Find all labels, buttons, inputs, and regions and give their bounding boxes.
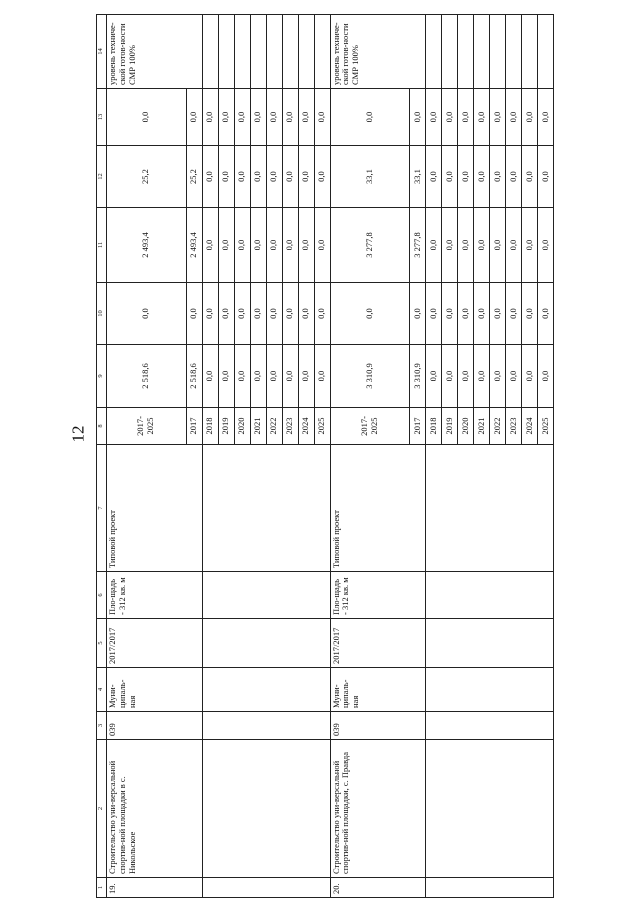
project-years: 2017/2017 <box>107 619 203 668</box>
other-cell: 0,0 <box>314 89 330 146</box>
total-cell: 0,0 <box>458 345 474 408</box>
regional-cell: 0,0 <box>522 208 538 283</box>
project-num: 20. <box>330 878 426 898</box>
regional-cell: 0,0 <box>282 208 298 283</box>
other-cell: 0,0 <box>506 89 522 146</box>
total-cell: 0,0 <box>490 345 506 408</box>
federal-cell: 0,0 <box>282 283 298 345</box>
total-cell: 0,0 <box>218 345 234 408</box>
total-cell: 0,0 <box>266 345 282 408</box>
year-cell: 2019 <box>442 408 458 445</box>
year-cell: 2020 <box>458 408 474 445</box>
local-cell: 25,2 <box>186 146 202 208</box>
other-cell: 0,0 <box>442 89 458 146</box>
project-ownership: Муни-ципаль-ная <box>330 668 426 712</box>
year-cell: 2025 <box>538 408 554 445</box>
empty-cell <box>202 668 330 712</box>
year-cell: 2023 <box>282 408 298 445</box>
total-cell: 0,0 <box>522 345 538 408</box>
regional-cell: 0,0 <box>250 208 266 283</box>
other-cell: 0,0 <box>410 89 426 146</box>
local-cell: 0,0 <box>474 146 490 208</box>
header-cell: 10 <box>97 283 107 345</box>
other-cell: 0,0 <box>186 89 202 146</box>
empty-cell <box>298 15 314 89</box>
federal-cell: 0,0 <box>538 283 554 345</box>
year-cell: 2022 <box>490 408 506 445</box>
other-cell: 0,0 <box>538 89 554 146</box>
project-years: 2017/2017 <box>330 619 426 668</box>
empty-cell <box>490 15 506 89</box>
empty-cell <box>202 15 218 89</box>
total-cell: 0,0 <box>234 345 250 408</box>
header-cell: 5 <box>97 619 107 668</box>
local-cell: 0,0 <box>314 146 330 208</box>
empty-cell <box>282 15 298 89</box>
project-num: 19. <box>107 878 203 898</box>
local-cell: 0,0 <box>490 146 506 208</box>
table-row <box>426 15 442 898</box>
local-cell: 25,2 <box>107 146 187 208</box>
empty-cell <box>218 15 234 89</box>
header-cell: 3 <box>97 712 107 740</box>
federal-cell: 0,0 <box>458 283 474 345</box>
year-cell: 2023 <box>506 408 522 445</box>
readiness-cell: уровень техниче-ской готов-ности СМР 100% <box>107 15 203 89</box>
empty-cell <box>426 572 554 619</box>
local-cell: 0,0 <box>250 146 266 208</box>
year-cell: 2018 <box>426 408 442 445</box>
empty-cell <box>458 15 474 89</box>
readiness-cell: уровень техниче-ской готов-ности СМР 100% <box>330 15 426 89</box>
year-cell: 2020 <box>234 408 250 445</box>
federal-cell: 0,0 <box>250 283 266 345</box>
table-row <box>202 15 218 898</box>
empty-cell <box>442 15 458 89</box>
total-cell: 0,0 <box>426 345 442 408</box>
federal-cell: 0,0 <box>426 283 442 345</box>
project-name: Строительство уни-версальной спортив-ной площадки, с. Правда <box>330 740 426 878</box>
empty-cell <box>202 878 330 898</box>
local-cell: 0,0 <box>538 146 554 208</box>
empty-cell <box>202 619 330 668</box>
local-cell: 0,0 <box>282 146 298 208</box>
total-cell: 0,0 <box>250 345 266 408</box>
header-cell: 12 <box>97 146 107 208</box>
federal-cell: 0,0 <box>490 283 506 345</box>
regional-cell: 2 493,4 <box>186 208 202 283</box>
total-cell: 3 310,9 <box>410 345 426 408</box>
empty-cell <box>426 668 554 712</box>
empty-cell <box>474 15 490 89</box>
other-cell: 0,0 <box>298 89 314 146</box>
regional-cell: 0,0 <box>538 208 554 283</box>
regional-cell: 0,0 <box>298 208 314 283</box>
investment-table <box>96 14 554 898</box>
local-cell: 0,0 <box>218 146 234 208</box>
regional-cell: 0,0 <box>426 208 442 283</box>
federal-cell: 0,0 <box>186 283 202 345</box>
year-cell: 2017 <box>186 408 202 445</box>
year-cell: 2024 <box>522 408 538 445</box>
empty-cell <box>202 712 330 740</box>
year-cell: 2025 <box>314 408 330 445</box>
local-cell: 0,0 <box>234 146 250 208</box>
local-cell: 0,0 <box>298 146 314 208</box>
year-cell: 2018 <box>202 408 218 445</box>
empty-cell <box>234 15 250 89</box>
header-cell: 4 <box>97 668 107 712</box>
total-cell: 0,0 <box>442 345 458 408</box>
header-cell: 13 <box>97 89 107 146</box>
total-cell: 0,0 <box>538 345 554 408</box>
federal-cell: 0,0 <box>107 283 187 345</box>
header-cell: 2 <box>97 740 107 878</box>
empty-cell <box>202 740 330 878</box>
empty-cell <box>426 878 554 898</box>
header-cell: 6 <box>97 572 107 619</box>
empty-cell <box>426 712 554 740</box>
other-cell: 0,0 <box>330 89 410 146</box>
total-cell: 0,0 <box>506 345 522 408</box>
header-cell: 1 <box>97 878 107 898</box>
other-cell: 0,0 <box>218 89 234 146</box>
local-cell: 0,0 <box>506 146 522 208</box>
other-cell: 0,0 <box>490 89 506 146</box>
total-cell: 2 518,6 <box>107 345 187 408</box>
empty-cell <box>250 15 266 89</box>
local-cell: 0,0 <box>458 146 474 208</box>
empty-cell <box>266 15 282 89</box>
regional-cell: 0,0 <box>442 208 458 283</box>
total-cell: 0,0 <box>474 345 490 408</box>
header-cell: 9 <box>97 345 107 408</box>
other-cell: 0,0 <box>458 89 474 146</box>
regional-cell: 2 493,4 <box>107 208 187 283</box>
empty-cell <box>202 572 330 619</box>
federal-cell: 0,0 <box>506 283 522 345</box>
other-cell: 0,0 <box>282 89 298 146</box>
regional-cell: 0,0 <box>218 208 234 283</box>
empty-cell <box>506 15 522 89</box>
federal-cell: 0,0 <box>410 283 426 345</box>
page-number: 12 <box>68 425 88 443</box>
empty-cell <box>522 15 538 89</box>
other-cell: 0,0 <box>202 89 218 146</box>
local-cell: 0,0 <box>266 146 282 208</box>
project-ownership: Муни-ципаль-ная <box>107 668 203 712</box>
empty-cell <box>202 445 330 572</box>
project-project-type: Типовой проект <box>107 445 203 572</box>
federal-cell: 0,0 <box>330 283 410 345</box>
regional-cell: 0,0 <box>506 208 522 283</box>
other-cell: 0,0 <box>266 89 282 146</box>
empty-cell <box>538 15 554 89</box>
header-cell: 11 <box>97 208 107 283</box>
federal-cell: 0,0 <box>202 283 218 345</box>
project-code: 039 <box>107 712 203 740</box>
empty-cell <box>426 445 554 572</box>
other-cell: 0,0 <box>234 89 250 146</box>
project-capacity: Пло-щадь - 312 кв. м <box>107 572 203 619</box>
year-cell: 2019 <box>218 408 234 445</box>
regional-cell: 0,0 <box>490 208 506 283</box>
other-cell: 0,0 <box>107 89 187 146</box>
year-cell: 2017-2025 <box>330 408 410 445</box>
other-cell: 0,0 <box>474 89 490 146</box>
federal-cell: 0,0 <box>298 283 314 345</box>
year-cell: 2022 <box>266 408 282 445</box>
federal-cell: 0,0 <box>266 283 282 345</box>
project-name: Строительство уни-версальной спортив-ной площадки в с. Никольское <box>107 740 203 878</box>
local-cell: 0,0 <box>426 146 442 208</box>
year-cell: 2017 <box>410 408 426 445</box>
table-row <box>107 15 187 898</box>
table-row <box>330 15 410 898</box>
regional-cell: 3 277,8 <box>410 208 426 283</box>
empty-cell <box>426 740 554 878</box>
local-cell: 0,0 <box>202 146 218 208</box>
federal-cell: 0,0 <box>522 283 538 345</box>
federal-cell: 0,0 <box>314 283 330 345</box>
empty-cell <box>426 15 442 89</box>
year-cell: 2017-2025 <box>107 408 187 445</box>
regional-cell: 3 277,8 <box>330 208 410 283</box>
empty-cell <box>426 619 554 668</box>
project-project-type: Типовой проект <box>330 445 426 572</box>
total-cell: 0,0 <box>314 345 330 408</box>
project-capacity: Пло-щадь - 312 кв. м <box>330 572 426 619</box>
other-cell: 0,0 <box>250 89 266 146</box>
year-cell: 2024 <box>298 408 314 445</box>
federal-cell: 0,0 <box>218 283 234 345</box>
other-cell: 0,0 <box>522 89 538 146</box>
year-cell: 2021 <box>250 408 266 445</box>
federal-cell: 0,0 <box>234 283 250 345</box>
local-cell: 33,1 <box>330 146 410 208</box>
header-cell: 7 <box>97 445 107 572</box>
table-body <box>107 15 554 898</box>
local-cell: 0,0 <box>442 146 458 208</box>
federal-cell: 0,0 <box>442 283 458 345</box>
total-cell: 2 518,6 <box>186 345 202 408</box>
total-cell: 0,0 <box>282 345 298 408</box>
local-cell: 0,0 <box>522 146 538 208</box>
rotated-table-container <box>96 15 554 898</box>
regional-cell: 0,0 <box>234 208 250 283</box>
header-cell: 8 <box>97 408 107 445</box>
regional-cell: 0,0 <box>458 208 474 283</box>
total-cell: 0,0 <box>298 345 314 408</box>
regional-cell: 0,0 <box>314 208 330 283</box>
regional-cell: 0,0 <box>202 208 218 283</box>
header-row <box>97 15 107 898</box>
local-cell: 33,1 <box>410 146 426 208</box>
year-cell: 2021 <box>474 408 490 445</box>
regional-cell: 0,0 <box>266 208 282 283</box>
federal-cell: 0,0 <box>474 283 490 345</box>
other-cell: 0,0 <box>426 89 442 146</box>
total-cell: 3 310,9 <box>330 345 410 408</box>
header-cell: 14 <box>97 15 107 89</box>
total-cell: 0,0 <box>202 345 218 408</box>
regional-cell: 0,0 <box>474 208 490 283</box>
empty-cell <box>314 15 330 89</box>
project-code: 039 <box>330 712 426 740</box>
